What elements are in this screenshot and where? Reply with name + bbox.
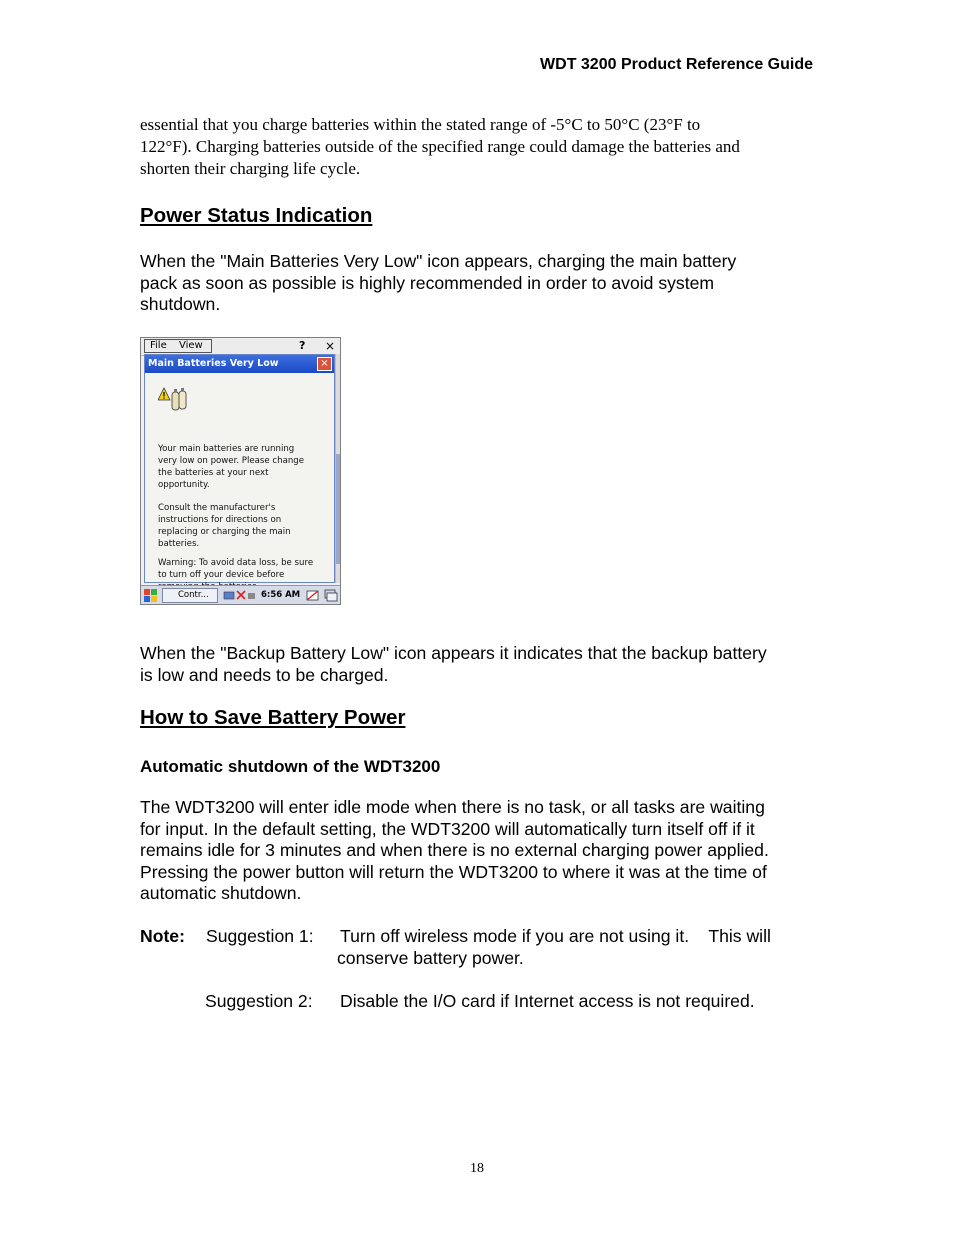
- clock[interactable]: 6:56 AM: [261, 590, 301, 600]
- section-heading-power-status: Power Status Indication: [140, 204, 373, 227]
- dialog-line: opportunity.: [158, 480, 210, 490]
- dialog-message: [158, 443, 304, 491]
- menu-file[interactable]: File: [150, 340, 167, 351]
- page-number: 18: [470, 1161, 484, 1176]
- dialog-line: Your main batteries are running: [158, 444, 295, 454]
- paragraph-line: pack as soon as possible is highly recommended in order to avoid system: [140, 272, 715, 293]
- intro-line: shorten their charging life cycle.: [140, 159, 361, 178]
- battery-low-icon[interactable]: [306, 589, 320, 602]
- intro-line: 122°F). Charging batteries outside of the specified range could damage the batteries and: [140, 137, 740, 156]
- dialog-line: Warning: To avoid data loss, be sure: [158, 558, 314, 568]
- taskbar-button-label: Contr...: [178, 590, 209, 600]
- close-icon[interactable]: ×: [325, 339, 336, 353]
- suggestion-1-text-continued: conserve battery power.: [337, 948, 524, 968]
- device-screenshot: [140, 337, 341, 605]
- dialog-close-button[interactable]: ×: [317, 357, 332, 371]
- dialog-instructions: [158, 502, 291, 550]
- dialog-line: batteries.: [158, 539, 200, 549]
- start-icon[interactable]: [144, 589, 157, 602]
- subheading-automatic-shutdown: Automatic shutdown of the WDT3200: [140, 757, 441, 776]
- paragraph-line: is low and needs to be charged.: [140, 664, 389, 685]
- dialog-line: replacing or charging the main: [158, 527, 291, 537]
- paragraph-line: When the "Backup Battery Low" icon appears it indicates that the backup battery: [140, 643, 767, 663]
- note-label: Note:: [140, 926, 185, 946]
- scrollbar-thumb[interactable]: [336, 454, 341, 564]
- menu-view[interactable]: View: [179, 340, 203, 351]
- battery-dialog: [144, 354, 335, 583]
- paragraph-line: for input. In the default setting, the WDT3200 will automatically turn itself off if it: [140, 818, 755, 839]
- dialog-title: Main Batteries Very Low: [148, 358, 279, 369]
- intro-line: essential that you charge batteries within the stated range of -5°C to 50°C (23°F to: [140, 115, 701, 134]
- automatic-shutdown-paragraph: [140, 797, 769, 905]
- help-icon[interactable]: ?: [299, 339, 306, 352]
- running-header: WDT 3200 Product Reference Guide: [540, 56, 813, 73]
- section-heading-save-battery: How to Save Battery Power: [140, 706, 406, 729]
- scrollbar[interactable]: [335, 354, 341, 583]
- desktop-icon[interactable]: [324, 589, 338, 602]
- dialog-line: to turn off your device before: [158, 570, 285, 580]
- suggestion-1-label: Suggestion 1:: [206, 926, 314, 946]
- intro-paragraph: [140, 114, 740, 180]
- power-status-paragraph: [140, 251, 736, 316]
- paragraph-line: The WDT3200 will enter idle mode when there is no task, or all tasks are waiting: [140, 797, 765, 817]
- dialog-line: Consult the manufacturer's: [158, 503, 276, 513]
- paragraph-line: automatic shutdown.: [140, 883, 302, 904]
- paragraph-line: remains idle for 3 minutes and when there is no external charging power applied.: [140, 840, 769, 861]
- paragraph-line: When the "Main Batteries Very Low" icon appears, charging the main battery: [140, 251, 737, 271]
- suggestion-2-text: Disable the I/O card if Internet access is not required.: [340, 991, 755, 1011]
- dialog-line: the batteries at your next: [158, 468, 269, 478]
- paragraph-line: shutdown.: [140, 294, 221, 315]
- battery-warning-icon: [158, 386, 188, 414]
- backup-battery-paragraph: [140, 643, 767, 686]
- dialog-title-bar: [145, 355, 334, 373]
- paragraph-line: Pressing the power button will return the WDT3200 to where it was at the time of: [140, 861, 767, 882]
- suggestion-2-label: Suggestion 2:: [205, 991, 313, 1011]
- suggestion-1-text: Turn off wireless mode if you are not using it. This will: [340, 926, 771, 946]
- dialog-line: instructions for directions on: [158, 515, 282, 525]
- network-status-icon[interactable]: [223, 589, 257, 602]
- taskbar-button[interactable]: [162, 588, 218, 603]
- dialog-line: very low on power. Please change: [158, 456, 305, 466]
- taskbar: [141, 585, 340, 605]
